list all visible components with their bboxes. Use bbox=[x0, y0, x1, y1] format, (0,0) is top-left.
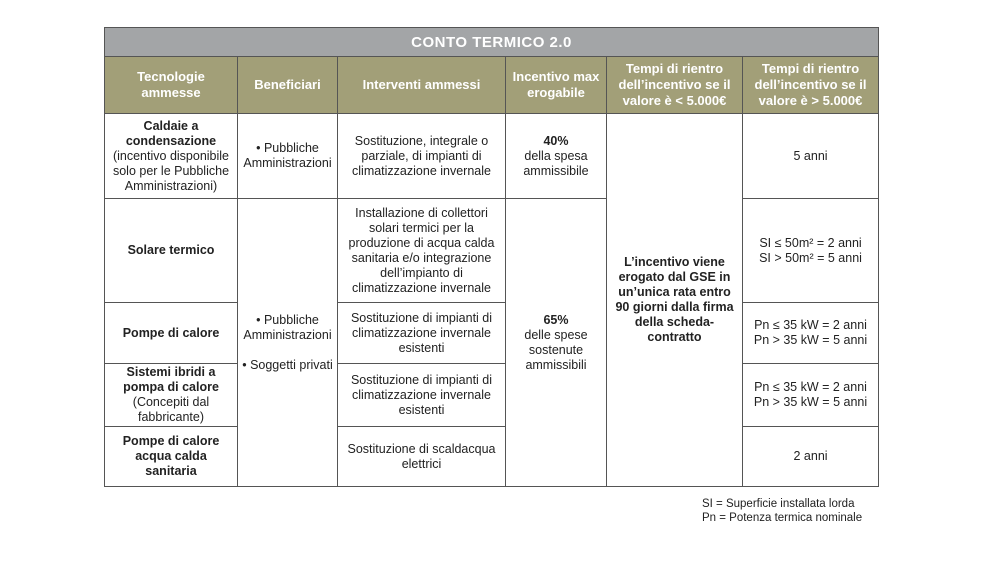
incentivo-text: della spesa ammissibile bbox=[523, 148, 589, 178]
tech-name: Caldaie a condensazione bbox=[125, 118, 217, 148]
tempi-over-line: Pn ≤ 35 kW = 2 anni bbox=[754, 318, 867, 332]
incentivo-cell bbox=[506, 114, 607, 199]
tech-cell bbox=[105, 199, 238, 303]
incentivo-text: delle spese sostenute ammissibili bbox=[524, 327, 588, 372]
tech-cell bbox=[105, 427, 238, 487]
tempi-over-line: Pn > 35 kW = 5 anni bbox=[753, 333, 868, 347]
table-row bbox=[105, 303, 879, 364]
tempi-over-cell: 2 anni bbox=[743, 427, 879, 487]
table-row bbox=[105, 427, 879, 487]
header-beneficiari: Beneficiari bbox=[238, 57, 338, 114]
incentivo-cell bbox=[506, 199, 607, 487]
tempi-over-cell: 5 anni bbox=[743, 114, 879, 199]
interventi-cell: Sostituzione di scaldacqua elettrici bbox=[338, 427, 506, 487]
incentivo-pct: 40% bbox=[543, 133, 569, 148]
tech-note: (incentivo disponibile solo per le Pubbliche Amministrazioni) bbox=[112, 148, 230, 193]
tech-cell bbox=[105, 114, 238, 199]
tempi-under-cell: L’incentivo viene erogato dal GSE in un’unica rata entro 90 giorni dalla firma della scheda-contratto bbox=[607, 114, 743, 487]
tempi-over-line: Pn > 35 kW = 5 anni bbox=[753, 395, 868, 409]
tempi-over-line: Pn ≤ 35 kW = 2 anni bbox=[754, 380, 867, 394]
table-row bbox=[105, 114, 879, 199]
tempi-over-cell bbox=[743, 199, 879, 303]
header-tempi-over: Tempi di rientro dell’incentivo se il valore è > 5.000€ bbox=[743, 57, 879, 114]
interventi-cell: Installazione di collettori solari termici per la produzione di acqua calda sanitaria e/o integrazione dell’impianto di climatizzazione invernale bbox=[338, 199, 506, 303]
tempi-over-line: SI > 50m² = 5 anni bbox=[759, 250, 862, 265]
beneficiari-privati: • Soggetti privati bbox=[242, 357, 333, 372]
tech-name: Pompe di calore bbox=[122, 325, 220, 340]
tech-name: Pompe di calore acqua calda sanitaria bbox=[122, 434, 220, 478]
tech-name: Solare termico bbox=[127, 243, 215, 257]
table-title: CONTO TERMICO 2.0 bbox=[105, 28, 879, 57]
header-interventi: Interventi ammessi bbox=[338, 57, 506, 114]
tech-cell bbox=[105, 303, 238, 364]
tech-name: Sistemi ibridi a pompa di calore bbox=[123, 365, 219, 394]
interventi-cell: Sostituzione, integrale o parziale, di impianti di climatizzazione invernale bbox=[338, 114, 506, 199]
header-incentivo: Incentivo max erogabile bbox=[506, 57, 607, 114]
note-pn: Pn = Potenza termica nominale bbox=[702, 512, 863, 524]
legend-notes bbox=[702, 497, 862, 525]
tech-note: (Concepiti dal fabbricante) bbox=[132, 395, 210, 424]
incentivo-pct: 65% bbox=[543, 312, 569, 327]
note-si: SI = Superficie installata lorda bbox=[702, 498, 855, 510]
beneficiari-cell: • Pubbliche Amministrazioni bbox=[238, 114, 338, 199]
beneficiari-cell bbox=[238, 199, 338, 487]
header-tecnologie: Tecnologie ammesse bbox=[105, 57, 238, 114]
interventi-cell: Sostituzione di impianti di climatizzazione invernale esistenti bbox=[338, 303, 506, 364]
tempi-over-cell bbox=[743, 303, 879, 364]
beneficiari-pa: • Pubbliche Amministrazioni bbox=[243, 312, 332, 342]
tech-cell bbox=[105, 364, 238, 427]
tempi-over-cell bbox=[743, 364, 879, 427]
conto-termico-table bbox=[104, 27, 879, 487]
interventi-cell: Sostituzione di impianti di climatizzazione invernale esistenti bbox=[338, 364, 506, 427]
table-row bbox=[105, 364, 879, 427]
header-tempi-under: Tempi di rientro dell’incentivo se il valore è < 5.000€ bbox=[607, 57, 743, 114]
table-row bbox=[105, 199, 879, 303]
tempi-over-line: SI ≤ 50m² = 2 anni bbox=[759, 235, 862, 250]
